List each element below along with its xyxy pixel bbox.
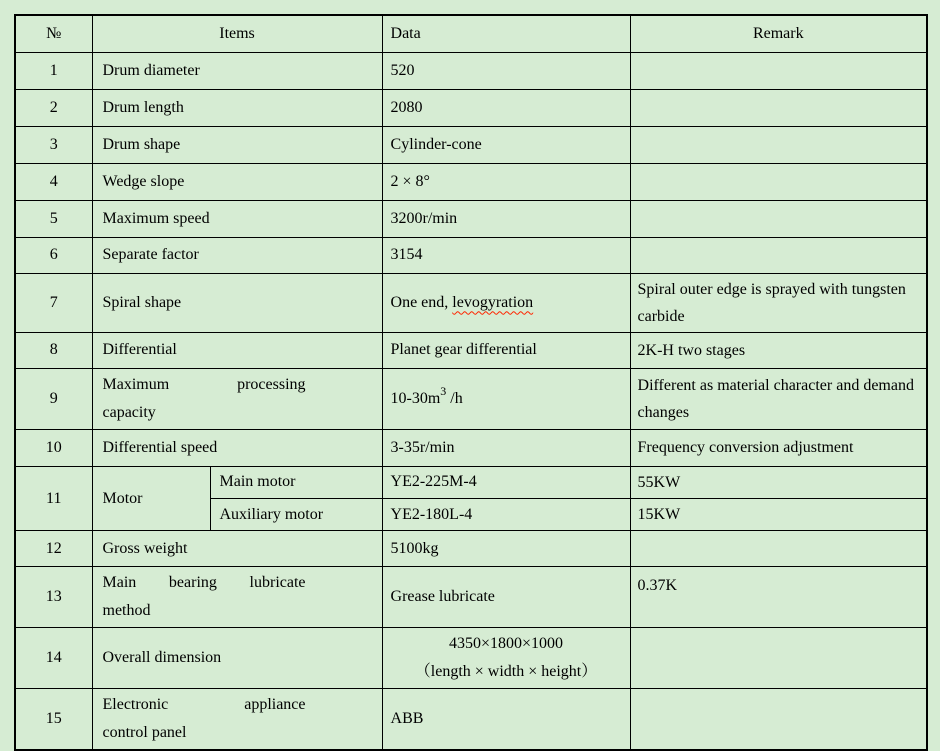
table-row [15, 89, 927, 126]
cell-remark [630, 52, 927, 89]
cell-remark [630, 531, 927, 567]
superscript: 3 [440, 383, 447, 398]
cell-item: Differential [92, 332, 382, 368]
table-row [15, 628, 927, 689]
cell-no: 3 [15, 126, 92, 163]
cell-remark: Frequency conversion adjustment [630, 429, 927, 466]
cell-data [382, 628, 630, 689]
cell-item: Wedge slope [92, 163, 382, 200]
table-row [15, 429, 927, 466]
data-text: One end, [390, 293, 453, 311]
cell-remark: 0.37K [630, 567, 927, 628]
cell-remark: 2K-H two stages [630, 332, 927, 368]
cell-item: Differential speed [92, 429, 382, 466]
cell-data [382, 368, 630, 429]
cell-remark [630, 689, 927, 751]
cell-item: Drum length [92, 89, 382, 126]
table-row [15, 52, 927, 89]
header-remark: Remark [630, 15, 927, 52]
table-row [15, 689, 927, 751]
cell-data: 3-35r/min [382, 429, 630, 466]
item-line: Electronic appliance [102, 696, 306, 714]
cell-data: 5100kg [382, 531, 630, 567]
table-row [15, 126, 927, 163]
cell-data: Cylinder-cone [382, 126, 630, 163]
cell-item: Spiral shape [92, 273, 382, 332]
cell-data: Grease lubricate [382, 567, 630, 628]
cell-remark [630, 163, 927, 200]
table-row [15, 332, 927, 368]
spec-table [14, 14, 928, 751]
cell-no: 1 [15, 52, 92, 89]
data-line: （length × width × height） [414, 663, 598, 681]
cell-data: 3154 [382, 237, 630, 273]
cell-remark [630, 200, 927, 237]
cell-data: 520 [382, 52, 630, 89]
cell-no: 8 [15, 332, 92, 368]
table-row [15, 237, 927, 273]
cell-remark [630, 237, 927, 273]
cell-data: YE2-225M-4 [382, 466, 630, 498]
cell-no: 15 [15, 689, 92, 751]
table-row [15, 273, 927, 332]
cell-remark: 15KW [630, 499, 927, 531]
table-row [15, 200, 927, 237]
cell-remark: Spiral outer edge is sprayed with tungsten carbide [630, 273, 927, 332]
cell-data: Planet gear differential [382, 332, 630, 368]
cell-no: 12 [15, 531, 92, 567]
table-row [15, 368, 927, 429]
cell-no: 10 [15, 429, 92, 466]
cell-remark [630, 89, 927, 126]
cell-data: 2080 [382, 89, 630, 126]
cell-remark [630, 126, 927, 163]
cell-data: ABB [382, 689, 630, 751]
table-header-row [15, 15, 927, 52]
cell-no: 14 [15, 628, 92, 689]
cell-no: 9 [15, 368, 92, 429]
item-line: capacity [102, 403, 156, 421]
cell-item: Drum diameter [92, 52, 382, 89]
cell-sub-item: Auxiliary motor [210, 499, 382, 531]
item-line: control panel [102, 724, 187, 742]
misspelled-word: levogyration [452, 293, 534, 311]
cell-item: Motor [92, 466, 210, 530]
table-row [15, 567, 927, 628]
cell-no: 4 [15, 163, 92, 200]
cell-no: 6 [15, 237, 92, 273]
cell-item [92, 689, 382, 751]
cell-item: Drum shape [92, 126, 382, 163]
cell-item [92, 567, 382, 628]
cell-no: 7 [15, 273, 92, 332]
cell-data: YE2-180L-4 [382, 499, 630, 531]
cell-no: 5 [15, 200, 92, 237]
cell-item: Overall dimension [92, 628, 382, 689]
cell-remark: Different as material character and demand changes [630, 368, 927, 429]
data-text: 10-30m [390, 389, 441, 407]
table-row [15, 531, 927, 567]
cell-item: Separate factor [92, 237, 382, 273]
cell-sub-item: Main motor [210, 466, 382, 498]
cell-data: 2 × 8° [382, 163, 630, 200]
cell-no: 2 [15, 89, 92, 126]
cell-data: 3200r/min [382, 200, 630, 237]
cell-item: Gross weight [92, 531, 382, 567]
item-line: method [102, 602, 151, 620]
cell-no: 11 [15, 466, 92, 530]
cell-remark: 55KW [630, 466, 927, 498]
cell-item: Maximum speed [92, 200, 382, 237]
cell-no: 13 [15, 567, 92, 628]
cell-data [382, 273, 630, 332]
data-line: 4350×1800×1000 [448, 635, 564, 653]
item-line: Main bearing lubricate [102, 574, 306, 592]
cell-item [92, 368, 382, 429]
header-items: Items [92, 15, 382, 52]
data-unit: /h [446, 389, 463, 407]
header-no: № [15, 15, 92, 52]
table-row [15, 466, 927, 498]
header-data: Data [382, 15, 630, 52]
item-line: Maximum processing [102, 375, 306, 393]
cell-remark [630, 628, 927, 689]
table-row [15, 163, 927, 200]
